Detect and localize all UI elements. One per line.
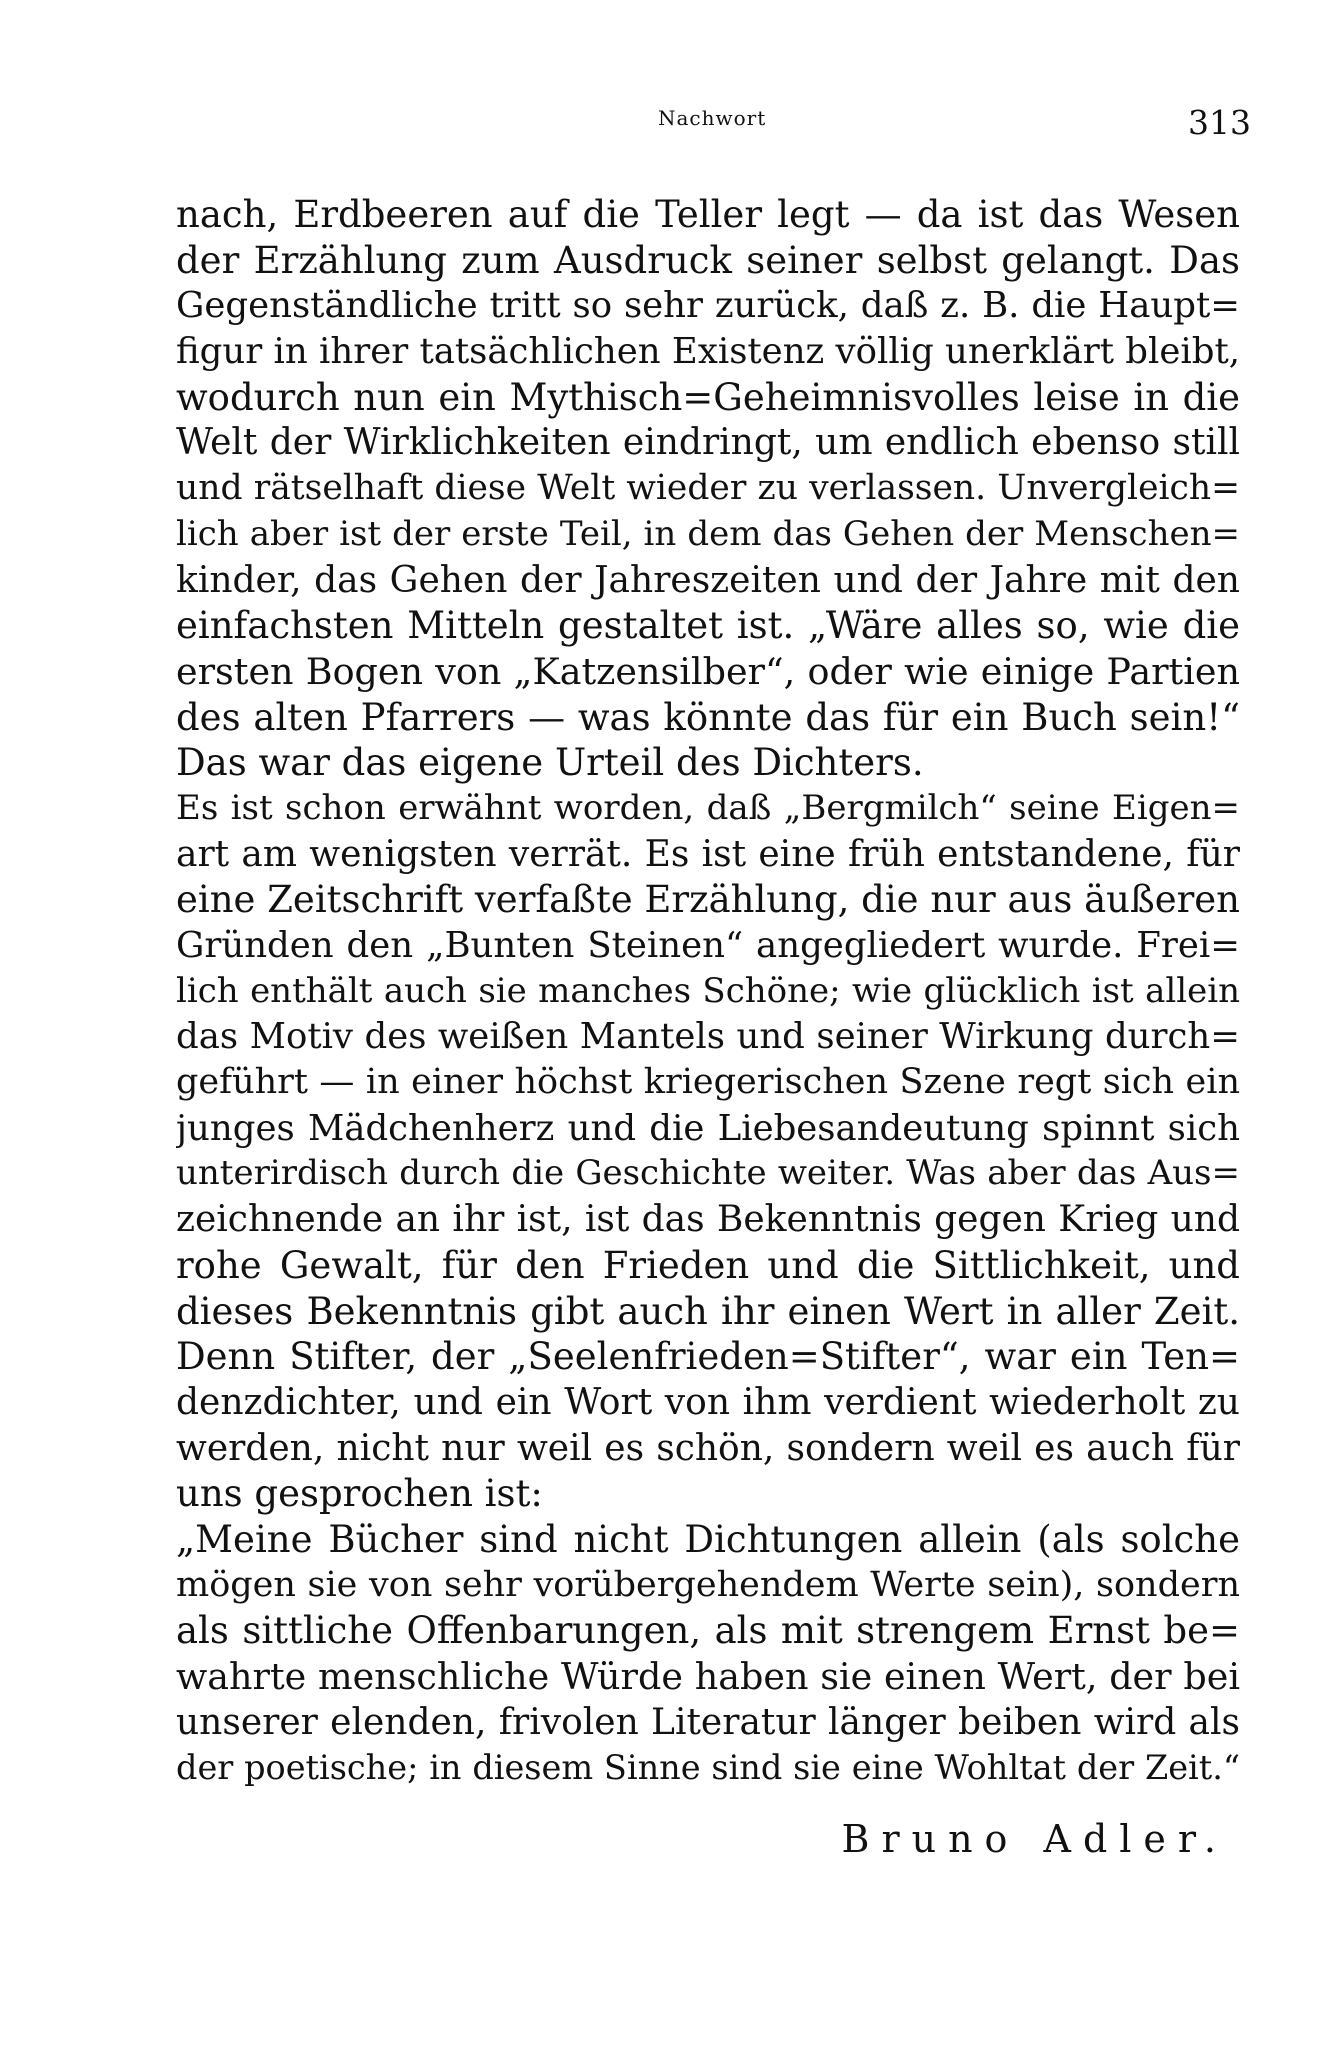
author-signature: Bruno Adler. bbox=[841, 1817, 1228, 1861]
quote-line: wahrte menschliche Würde haben sie einen Wert, der bei bbox=[176, 1655, 1240, 1698]
text-line: junges Mädchenherz und die Liebesandeutung spinnt sich bbox=[176, 1107, 1240, 1149]
text-line: figur in ihrer tatsächlichen Existenz völlig unerklärt bleibt, bbox=[176, 331, 1240, 373]
running-title: Nachwort bbox=[658, 106, 767, 130]
text-line: wodurch nun ein Mythisch=Geheimnisvolles leise in die bbox=[176, 375, 1240, 419]
text-line: zeichnende an ihr ist, ist das Bekenntnis gegen Krieg und bbox=[176, 1199, 1240, 1241]
text-line: des alten Pfarrers — was könnte das für ein Buch sein!“ bbox=[176, 695, 1240, 739]
text-line: das Motiv des weißen Mantels und seiner Wirkung durch= bbox=[176, 1016, 1240, 1058]
text-line: nach, Erdbeeren auf die Teller legt — da ist das Wesen bbox=[176, 193, 1240, 236]
text-line: Das war das eigene Urteil des Dichters. bbox=[176, 741, 924, 785]
text-line: werden, nicht nur weil es schön, sondern weil es auch für bbox=[176, 1427, 1240, 1469]
quote-line: unserer elenden, frivolen Literatur länger beiben wird als bbox=[176, 1701, 1240, 1743]
running-head bbox=[0, 103, 1320, 142]
text-line: Es ist schon erwähnt worden, daß „Bergmilch“ seine Eigen= bbox=[176, 787, 1240, 828]
quote-line: „Meine Bücher sind nicht Dichtungen allein (als solche bbox=[176, 1517, 1240, 1561]
text-line: lich aber ist der erste Teil, in dem das Gehen der Menschen= bbox=[176, 513, 1240, 554]
text-line: unterirdisch durch die Geschichte weiter. Was aber das Aus= bbox=[176, 1153, 1240, 1194]
body-text bbox=[176, 192, 1240, 1791]
quote-line: als sittliche Offenbarungen, als mit strengem Ernst be= bbox=[176, 1609, 1240, 1653]
text-line: lich enthält auch sie manches Schöne; wie glücklich ist allein bbox=[176, 970, 1240, 1011]
text-line: geführt — in einer höchst kriegerischen Szene regt sich ein bbox=[176, 1062, 1240, 1103]
text-line: einfachsten Mitteln gestaltet ist. „Wäre alles so, wie die bbox=[176, 604, 1240, 648]
page-number: 313 bbox=[1188, 103, 1251, 142]
text-line: Gründen den „Bunten Steinen“ angegliedert wurde. Frei= bbox=[176, 925, 1240, 966]
quote-line: mögen sie von sehr vorübergehendem Werte sein), sondern bbox=[176, 1564, 1240, 1605]
quote-line: der poetische; in diesem Sinne sind sie eine Wohltat der Zeit.“ bbox=[176, 1748, 1240, 1788]
text-line: denzdichter, und ein Wort von ihm verdient wiederholt zu bbox=[176, 1381, 1240, 1423]
text-line: art am wenigsten verrät. Es ist eine früh entstandene, für bbox=[176, 833, 1240, 875]
text-line: Denn Stifter, der „Seelenfrieden=Stifter“, war ein Ten= bbox=[176, 1335, 1240, 1379]
text-line: Gegenständliche tritt so sehr zurück, daß z. B. die Haupt= bbox=[176, 285, 1240, 327]
text-line: uns gesprochen ist: bbox=[176, 1472, 543, 1516]
text-line: rohe Gewalt, für den Frieden und die Sittlichkeit, und bbox=[176, 1243, 1240, 1287]
text-line: ersten Bogen von „Katzensilber“, oder wie einige Partien bbox=[176, 649, 1240, 693]
text-line: Welt der Wirklichkeiten eindringt, um endlich ebenso still bbox=[176, 422, 1240, 464]
text-line: und rätselhaft diese Welt wieder zu verlassen. Unvergleich= bbox=[176, 468, 1240, 509]
text-line: eine Zeitschrift verfaßte Erzählung, die nur aus äußeren bbox=[176, 878, 1240, 922]
text-line: der Erzählung zum Ausdruck seiner selbst gelangt. Das bbox=[176, 238, 1240, 282]
text-line: dieses Bekenntnis gibt auch ihr einen Wert in aller Zeit. bbox=[176, 1289, 1240, 1333]
text-line: kinder, das Gehen der Jahreszeiten und der Jahre mit den bbox=[176, 559, 1240, 601]
